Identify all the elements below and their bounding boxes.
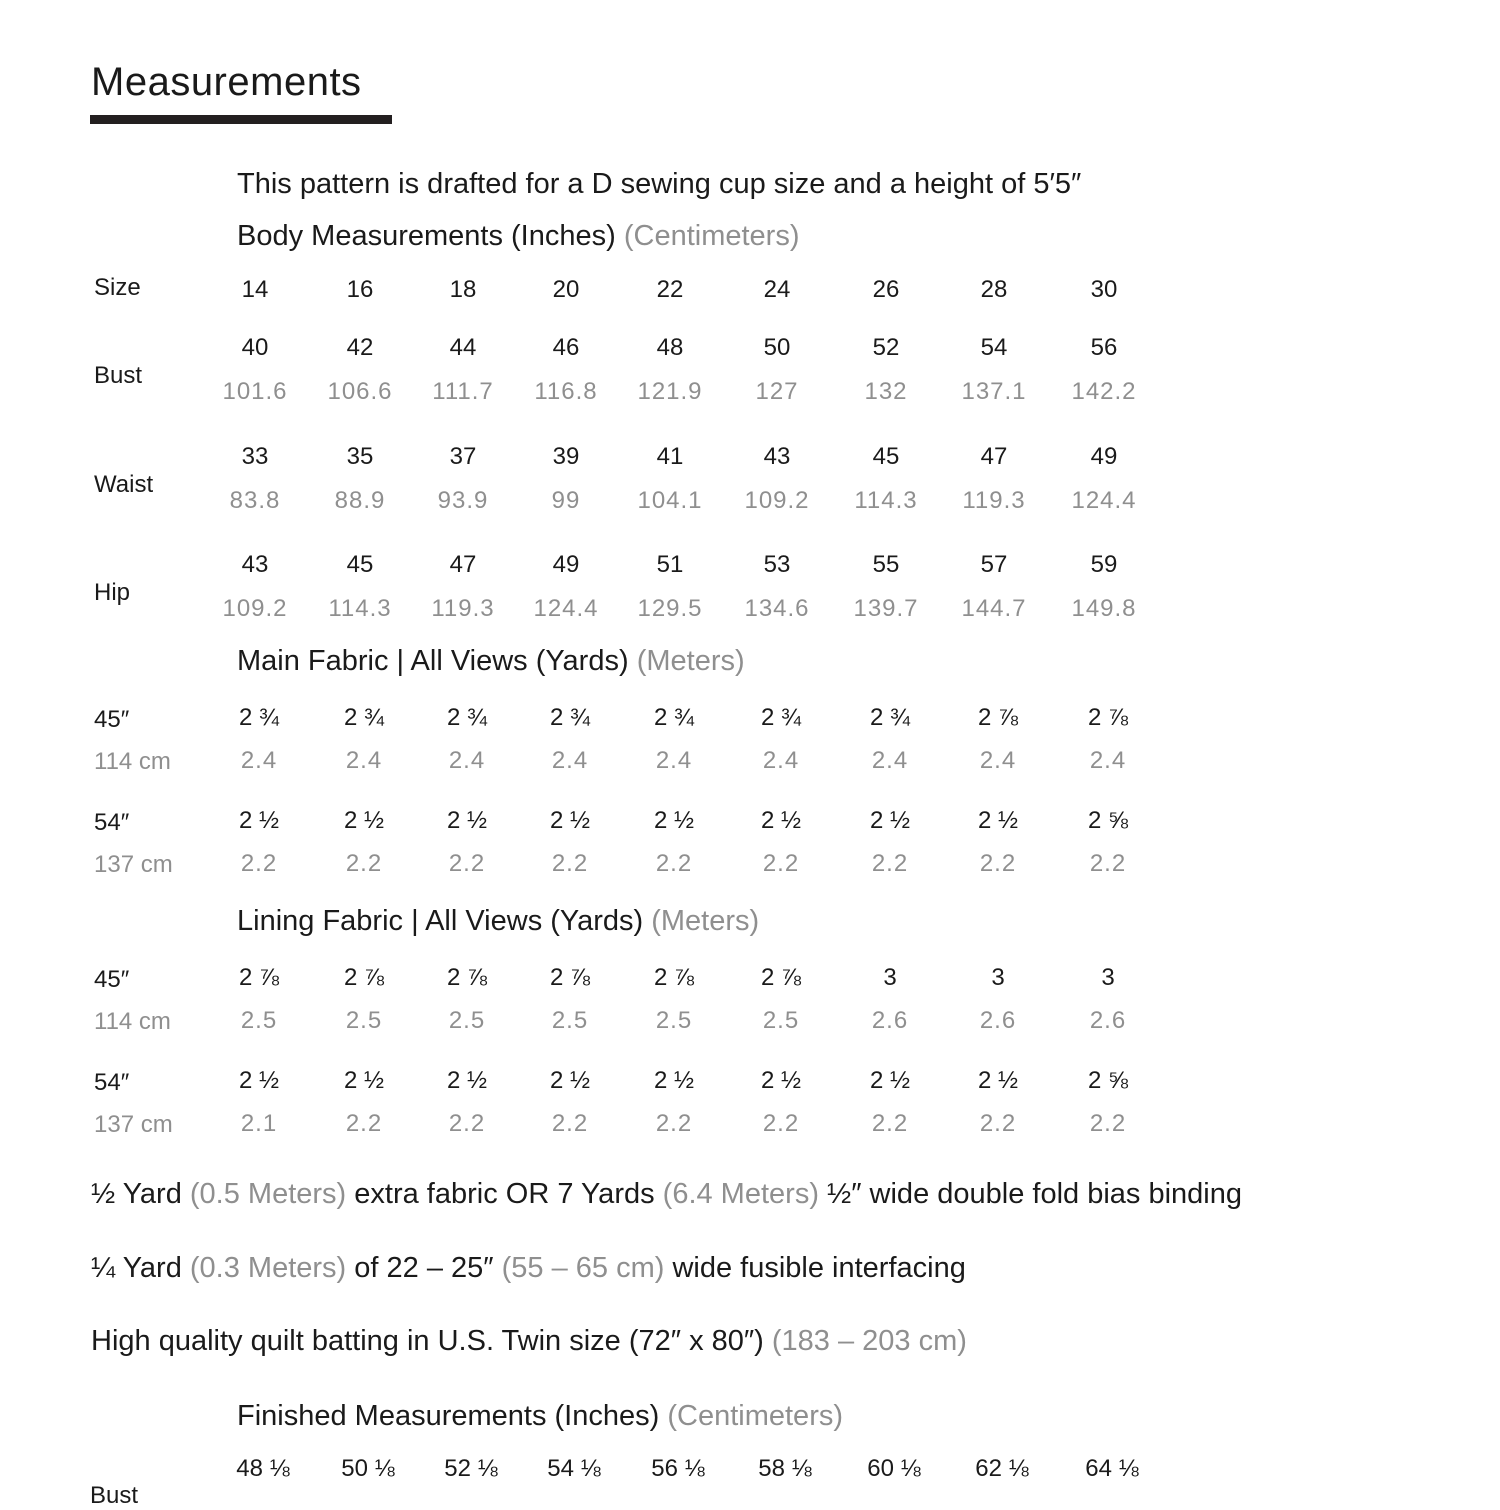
size-value: 14 bbox=[241, 276, 269, 303]
main_fabric-meters-value: 2.2 bbox=[551, 850, 589, 877]
body-row-label: Waist bbox=[94, 471, 154, 498]
body-cm-value: 114.3 bbox=[854, 487, 918, 514]
body-cm-value: 116.8 bbox=[534, 378, 598, 405]
body-cm-value: 114.3 bbox=[328, 595, 392, 622]
body-inches-value: 52 bbox=[872, 334, 900, 361]
lining_fabric-yards-value: 2 ½ bbox=[977, 1067, 1019, 1094]
lining_fabric-yards-value: 3 bbox=[991, 964, 1005, 991]
lining_fabric-yards-value: 2 ⅞ bbox=[760, 964, 802, 991]
size-value: 24 bbox=[763, 276, 791, 303]
lining_fabric-yards-value: 3 bbox=[1101, 964, 1115, 991]
body-row-label: Bust bbox=[94, 362, 143, 389]
lining-fabric-heading bbox=[237, 905, 759, 938]
body-inches-value: 50 bbox=[763, 334, 791, 361]
body-inches-value: 33 bbox=[241, 443, 269, 470]
main_fabric-yards-value: 2 ¾ bbox=[760, 704, 802, 731]
body-cm-value: 121.9 bbox=[637, 378, 703, 405]
main_fabric-meters-value: 2.2 bbox=[655, 850, 693, 877]
body-cm-value: 142.2 bbox=[1071, 378, 1137, 405]
main-fabric-heading bbox=[237, 645, 745, 678]
body-inches-value: 35 bbox=[346, 443, 374, 470]
main_fabric-meters-value: 2.4 bbox=[762, 747, 800, 774]
lining_fabric-width-cm: 114 cm bbox=[94, 1008, 171, 1035]
size-value: 28 bbox=[980, 276, 1008, 303]
finished-measurements-label: Finished Measurements (Inches) bbox=[237, 1400, 660, 1432]
body-inches-value: 45 bbox=[872, 443, 900, 470]
body-inches-value: 49 bbox=[552, 551, 580, 578]
lining-fabric-unit: (Meters) bbox=[651, 905, 760, 937]
main_fabric-yards-value: 2 ½ bbox=[238, 807, 280, 834]
main_fabric-meters-value: 2.4 bbox=[979, 747, 1017, 774]
body-cm-value: 106.6 bbox=[327, 378, 393, 405]
main_fabric-yards-value: 2 ¾ bbox=[343, 704, 385, 731]
main_fabric-meters-value: 2.4 bbox=[551, 747, 589, 774]
body-inches-value: 55 bbox=[872, 551, 900, 578]
lining_fabric-yards-value: 2 ⅞ bbox=[549, 964, 591, 991]
page-title: Measurements bbox=[91, 60, 362, 104]
main_fabric-yards-value: 2 ¾ bbox=[238, 704, 280, 731]
main_fabric-meters-value: 2.2 bbox=[345, 850, 383, 877]
lining-fabric-label: Lining Fabric | All Views (Yards) bbox=[237, 905, 644, 937]
main_fabric-yards-value: 2 ½ bbox=[653, 807, 695, 834]
lining_fabric-meters-value: 2.2 bbox=[551, 1110, 589, 1137]
lining_fabric-yards-value: 2 ½ bbox=[343, 1067, 385, 1094]
finished-measurements-heading bbox=[237, 1400, 843, 1433]
lining_fabric-meters-value: 2.6 bbox=[1089, 1007, 1127, 1034]
requirement-note bbox=[91, 1178, 1242, 1211]
note-text: High quality quilt batting in U.S. Twin size (72″ x 80″) bbox=[91, 1325, 772, 1357]
lining_fabric-meters-value: 2.2 bbox=[871, 1110, 909, 1137]
lining_fabric-yards-value: 2 ½ bbox=[653, 1067, 695, 1094]
note-text: ½ Yard bbox=[91, 1178, 190, 1210]
body-inches-value: 49 bbox=[1090, 443, 1118, 470]
size-value: 16 bbox=[346, 276, 374, 303]
main_fabric-width-cm: 137 cm bbox=[94, 851, 173, 878]
size-value: 20 bbox=[552, 276, 580, 303]
size-label: Size bbox=[94, 274, 141, 301]
lining_fabric-meters-value: 2.5 bbox=[762, 1007, 800, 1034]
lining_fabric-width-cm: 137 cm bbox=[94, 1111, 173, 1138]
lining_fabric-meters-value: 2.5 bbox=[240, 1007, 278, 1034]
requirement-note bbox=[91, 1252, 966, 1285]
body-row-label: Hip bbox=[94, 579, 131, 606]
main_fabric-width-inches: 45″ bbox=[94, 706, 130, 733]
lining_fabric-meters-value: 2.6 bbox=[979, 1007, 1017, 1034]
note-text: of 22 – 25″ bbox=[346, 1252, 502, 1284]
main_fabric-yards-value: 2 ¾ bbox=[869, 704, 911, 731]
main_fabric-meters-value: 2.2 bbox=[448, 850, 486, 877]
main_fabric-meters-value: 2.4 bbox=[345, 747, 383, 774]
body-cm-value: 124.4 bbox=[1071, 487, 1137, 514]
body-inches-value: 51 bbox=[656, 551, 684, 578]
main_fabric-width-cm: 114 cm bbox=[94, 748, 171, 775]
finished-inches-value: 54 ⅛ bbox=[547, 1455, 601, 1482]
body-cm-value: 83.8 bbox=[229, 487, 281, 514]
main_fabric-yards-value: 2 ½ bbox=[869, 807, 911, 834]
main_fabric-meters-value: 2.2 bbox=[240, 850, 278, 877]
size-value: 30 bbox=[1090, 276, 1118, 303]
body-inches-value: 39 bbox=[552, 443, 580, 470]
finished-inches-value: 62 ⅛ bbox=[975, 1455, 1029, 1482]
body-cm-value: 104.1 bbox=[637, 487, 703, 514]
body-cm-value: 139.7 bbox=[853, 595, 919, 622]
lining_fabric-meters-value: 2.2 bbox=[345, 1110, 383, 1137]
main-fabric-unit: (Meters) bbox=[636, 645, 745, 677]
body-inches-value: 43 bbox=[763, 443, 791, 470]
body-cm-value: 119.3 bbox=[431, 595, 495, 622]
main_fabric-meters-value: 2.4 bbox=[448, 747, 486, 774]
lining_fabric-yards-value: 2 ⅞ bbox=[446, 964, 488, 991]
lining_fabric-meters-value: 2.5 bbox=[448, 1007, 486, 1034]
lining_fabric-meters-value: 2.2 bbox=[655, 1110, 693, 1137]
main_fabric-yards-value: 2 ½ bbox=[977, 807, 1019, 834]
body-cm-value: 144.7 bbox=[961, 595, 1027, 622]
body-inches-value: 54 bbox=[980, 334, 1008, 361]
size-value: 26 bbox=[872, 276, 900, 303]
finished-inches-value: 60 ⅛ bbox=[867, 1455, 921, 1482]
finished-inches-value: 48 ⅛ bbox=[236, 1455, 290, 1482]
body-cm-value: 99 bbox=[551, 487, 581, 514]
lining_fabric-yards-value: 2 ⅞ bbox=[653, 964, 695, 991]
body-cm-value: 132 bbox=[864, 378, 908, 405]
main_fabric-yards-value: 2 ¾ bbox=[653, 704, 695, 731]
lining_fabric-yards-value: 2 ⅞ bbox=[238, 964, 280, 991]
body-cm-value: 137.1 bbox=[961, 378, 1027, 405]
body-cm-value: 111.7 bbox=[432, 378, 494, 405]
intro-text: This pattern is drafted for a D sewing cup size and a height of 5′5″ bbox=[237, 168, 1082, 200]
body-inches-value: 59 bbox=[1090, 551, 1118, 578]
lining_fabric-meters-value: 2.2 bbox=[1089, 1110, 1127, 1137]
main_fabric-yards-value: 2 ⅞ bbox=[977, 704, 1019, 731]
lining_fabric-yards-value: 2 ½ bbox=[869, 1067, 911, 1094]
main_fabric-yards-value: 2 ¾ bbox=[446, 704, 488, 731]
title-underline bbox=[90, 115, 392, 124]
body-cm-value: 149.8 bbox=[1071, 595, 1137, 622]
metric-equivalent: (0.3 Meters) bbox=[189, 1252, 347, 1284]
requirement-note bbox=[91, 1325, 967, 1358]
lining_fabric-meters-value: 2.5 bbox=[655, 1007, 693, 1034]
body-inches-value: 56 bbox=[1090, 334, 1118, 361]
body-inches-value: 43 bbox=[241, 551, 269, 578]
body-measurements-unit: (Centimeters) bbox=[623, 220, 800, 252]
main_fabric-yards-value: 2 ½ bbox=[446, 807, 488, 834]
main_fabric-meters-value: 2.2 bbox=[1089, 850, 1127, 877]
main_fabric-yards-value: 2 ⅝ bbox=[1087, 807, 1129, 834]
body-measurements-label: Body Measurements (Inches) bbox=[237, 220, 616, 252]
lining_fabric-yards-value: 2 ⅝ bbox=[1087, 1067, 1129, 1094]
lining_fabric-yards-value: 2 ½ bbox=[549, 1067, 591, 1094]
body-inches-value: 37 bbox=[449, 443, 477, 470]
main_fabric-yards-value: 2 ¾ bbox=[549, 704, 591, 731]
finished-inches-value: 50 ⅛ bbox=[341, 1455, 395, 1482]
main_fabric-yards-value: 2 ½ bbox=[343, 807, 385, 834]
body-inches-value: 42 bbox=[346, 334, 374, 361]
body-inches-value: 40 bbox=[241, 334, 269, 361]
finished-inches-value: 52 ⅛ bbox=[444, 1455, 498, 1482]
lining_fabric-meters-value: 2.2 bbox=[448, 1110, 486, 1137]
lining_fabric-yards-value: 2 ⅞ bbox=[343, 964, 385, 991]
lining_fabric-width-inches: 54″ bbox=[94, 1069, 130, 1096]
finished-measurements-unit: (Centimeters) bbox=[667, 1400, 844, 1432]
body-cm-value: 88.9 bbox=[334, 487, 386, 514]
note-text: ½″ wide double fold bias binding bbox=[818, 1178, 1242, 1210]
lining_fabric-yards-value: 3 bbox=[883, 964, 897, 991]
note-text: ¼ Yard bbox=[91, 1252, 190, 1284]
metric-equivalent: (6.4 Meters) bbox=[662, 1178, 819, 1210]
lining_fabric-meters-value: 2.1 bbox=[240, 1110, 278, 1137]
main_fabric-meters-value: 2.2 bbox=[762, 850, 800, 877]
body-cm-value: 109.2 bbox=[222, 595, 288, 622]
body-cm-value: 109.2 bbox=[744, 487, 810, 514]
main_fabric-yards-value: 2 ⅞ bbox=[1087, 704, 1129, 731]
body-inches-value: 57 bbox=[980, 551, 1008, 578]
metric-equivalent: (0.5 Meters) bbox=[189, 1178, 347, 1210]
size-value: 18 bbox=[449, 276, 477, 303]
main_fabric-meters-value: 2.2 bbox=[979, 850, 1017, 877]
body-cm-value: 134.6 bbox=[744, 595, 810, 622]
lining_fabric-width-inches: 45″ bbox=[94, 966, 130, 993]
main_fabric-yards-value: 2 ½ bbox=[549, 807, 591, 834]
finished-inches-value: 56 ⅛ bbox=[651, 1455, 705, 1482]
main_fabric-meters-value: 2.2 bbox=[871, 850, 909, 877]
lining_fabric-meters-value: 2.6 bbox=[871, 1007, 909, 1034]
main_fabric-yards-value: 2 ½ bbox=[760, 807, 802, 834]
lining_fabric-meters-value: 2.2 bbox=[762, 1110, 800, 1137]
body-inches-value: 47 bbox=[980, 443, 1008, 470]
body-cm-value: 101.6 bbox=[222, 378, 288, 405]
body-inches-value: 41 bbox=[656, 443, 684, 470]
metric-equivalent: (183 – 203 cm) bbox=[771, 1325, 967, 1357]
main-fabric-label: Main Fabric | All Views (Yards) bbox=[237, 645, 629, 677]
lining_fabric-meters-value: 2.5 bbox=[551, 1007, 589, 1034]
body-cm-value: 127 bbox=[755, 378, 799, 405]
body-cm-value: 93.9 bbox=[437, 487, 489, 514]
finished-inches-value: 58 ⅛ bbox=[758, 1455, 812, 1482]
metric-equivalent: (55 – 65 cm) bbox=[501, 1252, 665, 1284]
finished-row-label: Bust bbox=[90, 1482, 139, 1509]
body-cm-value: 129.5 bbox=[637, 595, 703, 622]
lining_fabric-yards-value: 2 ½ bbox=[446, 1067, 488, 1094]
body-inches-value: 48 bbox=[656, 334, 684, 361]
body-inches-value: 53 bbox=[763, 551, 791, 578]
finished-inches-value: 64 ⅛ bbox=[1085, 1455, 1139, 1482]
body-inches-value: 45 bbox=[346, 551, 374, 578]
body-inches-value: 47 bbox=[449, 551, 477, 578]
main_fabric-meters-value: 2.4 bbox=[655, 747, 693, 774]
main_fabric-width-inches: 54″ bbox=[94, 809, 130, 836]
main_fabric-meters-value: 2.4 bbox=[871, 747, 909, 774]
lining_fabric-yards-value: 2 ½ bbox=[238, 1067, 280, 1094]
note-text: wide fusible interfacing bbox=[664, 1252, 966, 1284]
size-value: 22 bbox=[656, 276, 684, 303]
main_fabric-meters-value: 2.4 bbox=[1089, 747, 1127, 774]
lining_fabric-meters-value: 2.5 bbox=[345, 1007, 383, 1034]
lining_fabric-yards-value: 2 ½ bbox=[760, 1067, 802, 1094]
body-measurements-heading bbox=[237, 220, 800, 253]
lining_fabric-meters-value: 2.2 bbox=[979, 1110, 1017, 1137]
body-cm-value: 119.3 bbox=[962, 487, 1026, 514]
main_fabric-meters-value: 2.4 bbox=[240, 747, 278, 774]
body-cm-value: 124.4 bbox=[533, 595, 599, 622]
body-inches-value: 46 bbox=[552, 334, 580, 361]
body-inches-value: 44 bbox=[449, 334, 477, 361]
note-text: extra fabric OR 7 Yards bbox=[346, 1178, 663, 1210]
